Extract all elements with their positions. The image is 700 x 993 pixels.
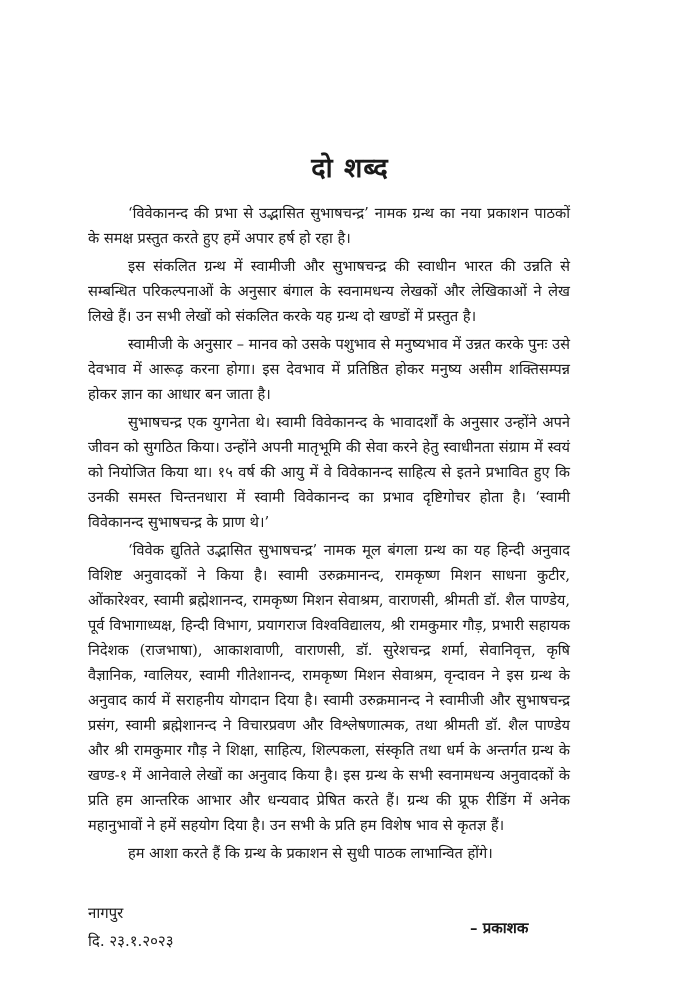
paragraph: ‘विवेक द्युतिते उद्भासित सुभाषचन्द्र’ नामक मूल बंगला ग्रन्थ का यह हिन्दी अनुवाद विशिष्ट अनुवादकों ने किया है। स्वामी उरुक्रमानन्द, रामकृष्ण मिशन साधना कुटीर, ओंकारेश्वर, स्वामी ब्रह्मेशानन्द, रामकृष्ण मिशन सेवाश्रम, वाराणसी, श्रीमती डॉ. शैल पाण्डेय, पूर्व विभागाध्यक्ष, हिन्दी विभाग, प्रयागराज विश्वविद्यालय, श्री रामकुमार गौड़, प्रभारी सहायक निदेशक (राजभाषा), आकाशवाणी, वाराणसी, डॉ. सुरेशचन्द्र शर्मा, सेवानिवृत्त, कृषि वैज्ञानिक, ग्वालियर, स्वामी गीतेशानन्द, रामकृष्ण मिशन सेवाश्रम, वृन्दावन ने इस ग्रन्थ के अनुवाद कार्य में सराहनीय योगदान दिया है। स्वामी उरुक्रमानन्द ने स्वामीजी और सुभाषचन्द्र प्रसंग, स्वामी ब्रह्मेशानन्द ने विचारप्रवण और विश्लेषणात्मक, तथा श्रीमती डॉ. शैल पाण्डेय और श्री रामकुमार गौड़ ने शिक्षा, साहित्य, शिल्पकला, संस्कृति तथा धर्म के अन्तर्गत ग्रन्थ के खण्ड-१ में आनेवाले लेखों का अनुवाद किया है। इस ग्रन्थ के सभी स्वनामधन्य अनुवादकों के प्रति हम आन्तरिक आभार और धन्यवाद प्रेषित करते हैं। ग्रन्थ की प्रूफ रीडिंग में अनेक महानुभावों ने हमें सहयोग दिया है। उन सभी के प्रति हम विशेष भाव से कृतज्ञ हैं। [88,542,570,834]
body-text [88,201,570,869]
paragraph: इस संकलित ग्रन्थ में स्वामीजी और सुभाषचन्द्र की स्वाधीन भारत की उन्नति से सम्बन्धित परिकल्पनाओं के अनुसार बंगाल के स्वनामधन्य लेखकों और लेखिकाओं ने लेख लिखे हैं। उन सभी लेखों को संकलित करके यह ग्रन्थ दो खण्डों में प्रस्तुत है। [88,258,570,325]
place: नागपुर [88,904,124,922]
paragraph: स्वामीजी के अनुसार – मानव को उसके पशुभाव से मनुष्यभाव में उन्नत करके पुनः उसे देवभाव में आरूढ़ करना होगा। इस देवभाव में प्रतिष्ठित होकर मनुष्य असीम शक्तिसम्पन्न होकर ज्ञान का आधार बन जाता है। [88,336,570,403]
paragraph: हम आशा करते हैं कि ग्रन्थ के प्रकाशन से सुधी पाठक लाभान्वित होंगे। [128,845,493,862]
publisher-signature: – प्रकाशक [470,919,529,937]
date: दि. २३.१.२०२३ [88,932,174,950]
page-title: दो शब्द [311,153,389,184]
paragraph: ‘विवेकानन्द की प्रभा से उद्भासित सुभाषचन्द्र’ नामक ग्रन्थ का नया प्रकाशन पाठकों के समक्ष प्रस्तुत करते हुए हमें अपार हर्ष हो रहा है। [88,205,570,247]
paragraph: सुभाषचन्द्र एक युगनेता थे। स्वामी विवेकानन्द के भावादर्शों के अनुसार उन्होंने अपने जीवन को सुगठित किया। उन्होंने अपनी मातृभूमि की सेवा करने हेतु स्वाधीनता संग्राम में स्वयं को नियोजित किया था। १५ वर्ष की आयु में वे विवेकानन्द साहित्य से इतने प्रभावित हुए कि उनकी समस्त चिन्तनधारा में स्वामी विवेकानन्द का प्रभाव दृष्टिगोचर होता है। ‘स्वामी विवेकानन्द सुभाषचन्द्र के प्राण थे।’ [88,414,570,531]
